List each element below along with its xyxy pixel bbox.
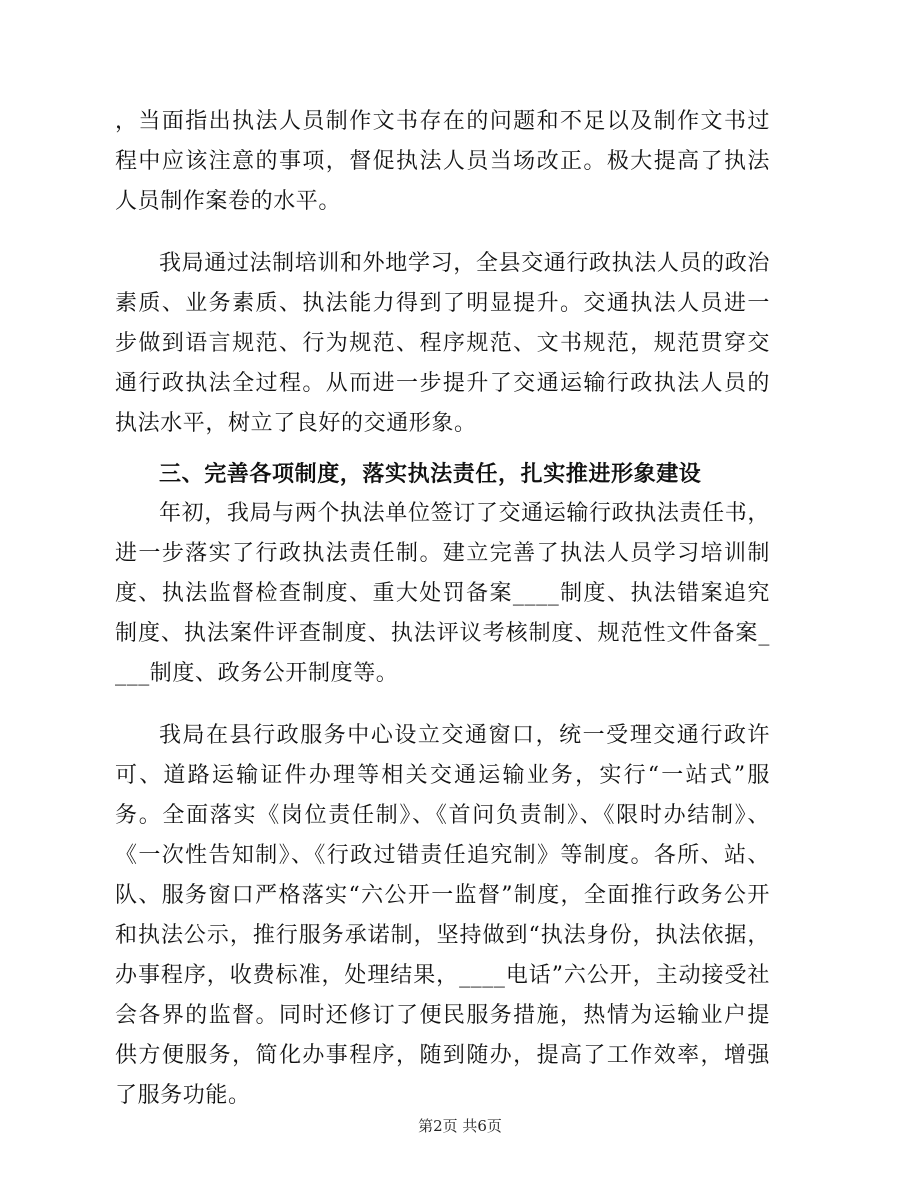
page-number-footer: 第2页 共6页 <box>418 1117 502 1135</box>
paragraph-service-window: 我局在县行政服务中心设立交通窗口，统一受理交通行政许可、道路运输证件办理等相关交通运输业务，实行“一站式”服务。全面落实《岗位责任制》、《首问负责制》、《限时办结制》、《一次性告知制》、《行政过错责任追究制》等制度。各所、站、队、服务窗口严格落实“六公开一监督”制度，全面推行政务公开和执法公示，推行服务承诺制，坚持做到“执法身份，执法依据，办事程序，收费标准，处理结果，____电话”六公开，主动接受社会各界的监督。同时还修订了便民服务措施，热情为运输业户提供方便服务，简化办事程序，随到随办，提高了工作效率，增强了服务功能。 <box>115 723 770 1108</box>
paragraph-continuation: ，当面指出执法人员制作文书存在的问题和不足以及制作文书过程中应该注意的事项，督促执法人员当场改正。极大提高了执法人员制作案卷的水平。 <box>115 109 770 214</box>
paragraph-gap <box>115 444 770 454</box>
paragraph-gap <box>115 222 770 244</box>
section-heading: 三、完善各项制度，落实执法责任，扎实推进形象建设 <box>159 461 702 487</box>
paragraph-gap <box>115 694 770 716</box>
document-body <box>115 102 770 1116</box>
paragraph-training: 我局通过法制培训和外地学习，全县交通行政执法人员的政治素质、业务素质、执法能力得到了明显提升。交通执法人员进一步做到语言规范、行为规范、程序规范、文书规范，规范贯穿交通行政执法全过程。从而进一步提升了交通运输行政执法人员的执法水平，树立了良好的交通形象。 <box>115 251 770 436</box>
paragraph-responsibility: 年初，我局与两个执法单位签订了交通运输行政执法责任书，进一步落实了行政执法责任制。建立完善了执法人员学习培训制度、执法监督检查制度、重大处罚备案____制度、执法错案追究制度、执法案件评查制度、执法评议考核制度、规范性文件备案____制度、政务公开制度等。 <box>115 501 770 686</box>
